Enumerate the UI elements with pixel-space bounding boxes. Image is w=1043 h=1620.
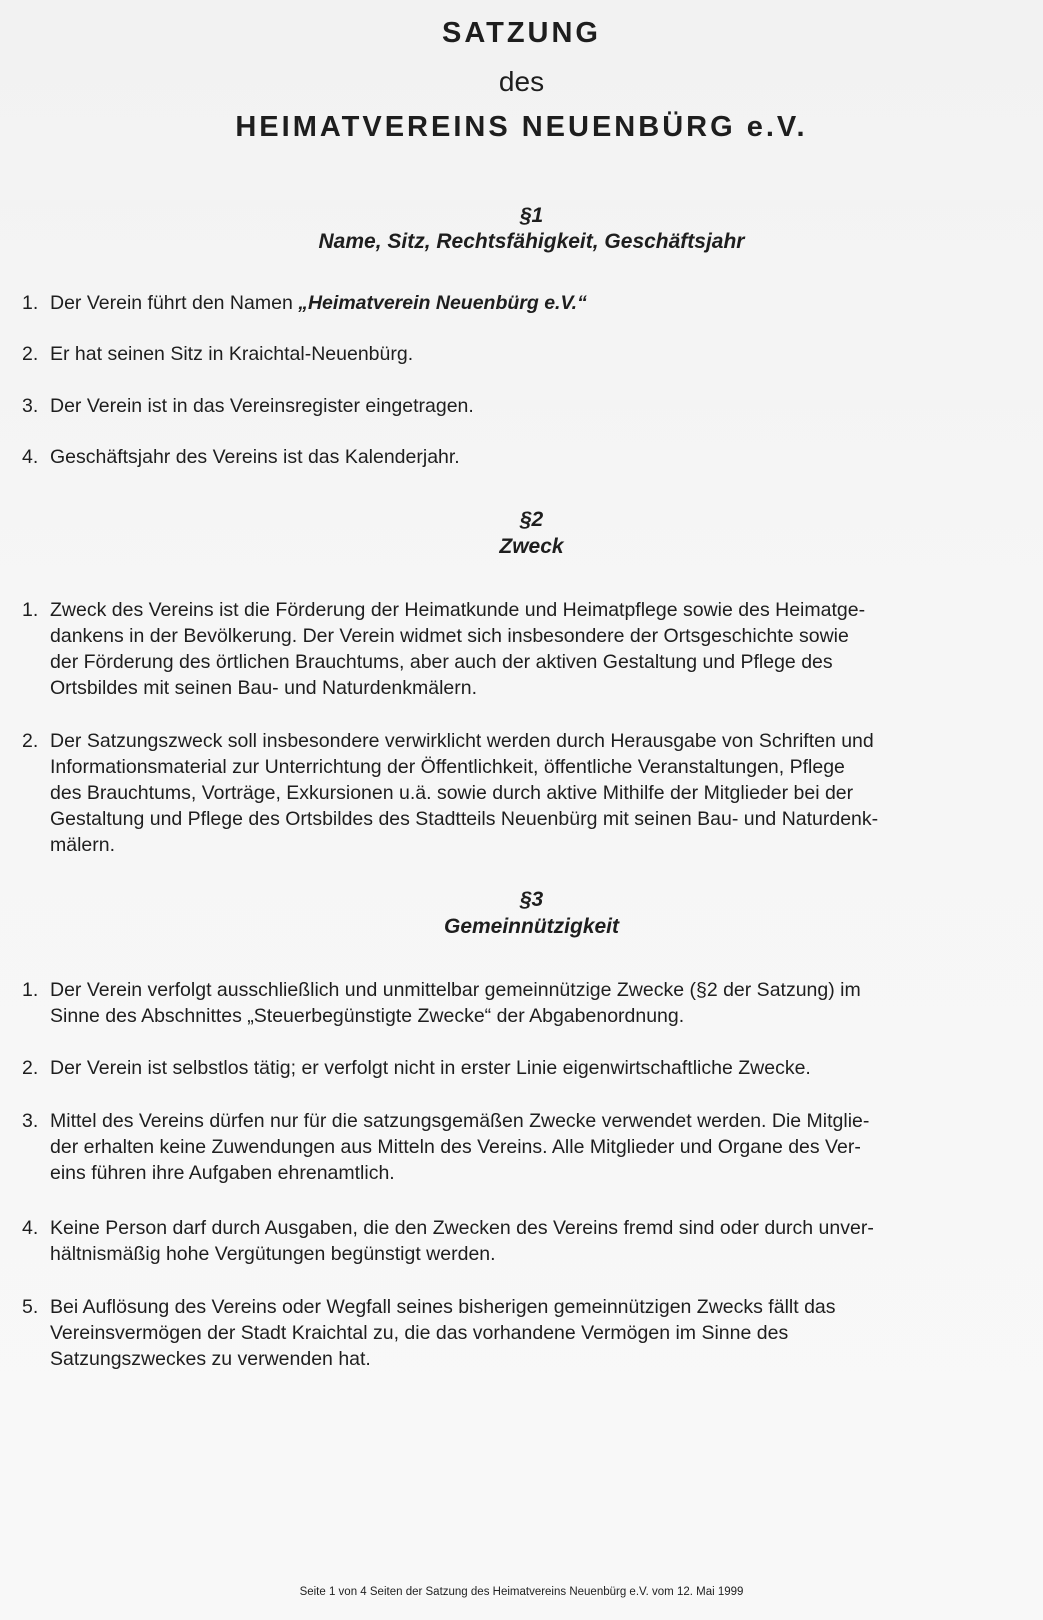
item-line: Ortsbildes mit seinen Bau- und Naturdenkmälern. (50, 677, 478, 699)
item-line: hältnismäßig hohe Vergütungen begünstigt werden. (50, 1243, 496, 1265)
item-line: mälern. (50, 834, 116, 856)
item-number: 4. (22, 1217, 39, 1239)
item-line: Der Verein ist selbstlos tätig; er verfolgt nicht in erster Linie eigenwirtschaftliche Zwecke. (50, 1057, 811, 1079)
document-subtitle: des (498, 66, 545, 97)
association-name: „Heimatverein Neuenbürg e.V.“ (298, 292, 587, 314)
item-number: 2. (22, 730, 39, 752)
section-1-number: §1 (519, 204, 544, 227)
item-line: eins führen ihre Aufgaben ehrenamtlich. (50, 1162, 395, 1184)
item-number: 3. (22, 1110, 39, 1132)
page-footer: Seite 1 von 4 Seiten der Satzung des Heimatvereins Neuenbürg e.V. vom 12. Mai 1999 (299, 1586, 744, 1598)
item-number: 2. (22, 1057, 39, 1079)
section-2-title: Zweck (499, 535, 564, 558)
item-number: 2. (22, 343, 39, 365)
item-line: der Förderung des örtlichen Brauchtums, aber auch der aktiven Gestaltung und Pflege des (50, 651, 833, 673)
item-line: Gestaltung und Pflege des Ortsbildes des Stadtteils Neuenbürg mit seinen Bau- und Naturdenk- (50, 808, 879, 830)
document-title: SATZUNG (441, 17, 601, 49)
item-number: 1. (22, 292, 39, 314)
section-2-item-1 (22, 597, 1022, 701)
item-line: Sinne des Abschnittes „Steuerbegünstigte Zwecke“ der Abgabenordnung. (50, 1005, 685, 1027)
item-line: des Brauchtums, Vorträge, Exkursionen u.ä. sowie durch aktive Mithilfe der Mitglieder bei der (50, 782, 854, 804)
item-line: Der Verein verfolgt ausschließlich und unmittelbar gemeinnützige Zwecke (§2 der Satzung) im (50, 979, 861, 1001)
section-3-item-5 (22, 1294, 1022, 1372)
section-3-item-3 (22, 1108, 1022, 1186)
item-line: Informationsmaterial zur Unterrichtung der Öffentlichkeit, öffentliche Veranstaltungen, Pflege (50, 756, 845, 778)
section-1-item-4 (22, 444, 1022, 470)
item-text: Geschäftsjahr des Vereins ist das Kalenderjahr. (50, 446, 460, 468)
item-line: Satzungszweckes zu verwenden hat. (50, 1348, 371, 1370)
section-1-item-3 (22, 393, 1022, 419)
section-1-item-1 (22, 290, 1022, 316)
organization-name: HEIMATVEREINS NEUENBÜRG e.V. (235, 111, 808, 143)
section-3-number: §3 (519, 888, 544, 911)
item-text: Der Verein ist in das Vereinsregister eingetragen. (50, 395, 474, 417)
item-number: 1. (22, 599, 39, 621)
item-line: der erhalten keine Zuwendungen aus Mitteln des Vereins. Alle Mitglieder und Organe des Ver- (50, 1136, 861, 1158)
item-text: Der Verein führt den Namen (50, 292, 299, 314)
item-line: Keine Person darf durch Ausgaben, die den Zwecken des Vereins fremd sind oder durch unver- (50, 1217, 874, 1239)
item-line: Vereinsvermögen der Stadt Kraichtal zu, die das vorhandene Vermögen im Sinne des (50, 1322, 789, 1344)
section-3-item-1 (22, 977, 1022, 1029)
section-1-item-2 (22, 341, 1022, 367)
item-number: 1. (22, 979, 39, 1001)
item-line: Zweck des Vereins ist die Förderung der Heimatkunde und Heimatpflege sowie des Heimatge- (50, 599, 866, 621)
item-line: Der Satzungszweck soll insbesondere verwirklicht werden durch Herausgabe von Schriften und (50, 730, 874, 752)
section-3-item-2 (22, 1055, 1022, 1081)
item-line: Mittel des Vereins dürfen nur für die satzungsgemäßen Zwecke verwendet werden. Die Mitglie- (50, 1110, 870, 1132)
item-line: dankens in der Bevölkerung. Der Verein widmet sich insbesondere der Ortsgeschichte sowie (50, 625, 849, 647)
item-text: Er hat seinen Sitz in Kraichtal-Neuenbürg. (50, 343, 414, 365)
section-3-title: Gemeinnützigkeit (443, 915, 620, 938)
section-2-item-2 (22, 728, 1022, 858)
item-line: Bei Auflösung des Vereins oder Wegfall seines bisherigen gemeinnützigen Zwecks fällt das (50, 1296, 836, 1318)
item-number: 5. (22, 1296, 39, 1318)
item-number: 3. (22, 395, 39, 417)
section-2-number: §2 (519, 508, 544, 531)
item-number: 4. (22, 446, 39, 468)
section-1-title: Name, Sitz, Rechtsfähigkeit, Geschäftsjahr (318, 230, 745, 253)
section-3-item-4 (22, 1215, 1022, 1267)
